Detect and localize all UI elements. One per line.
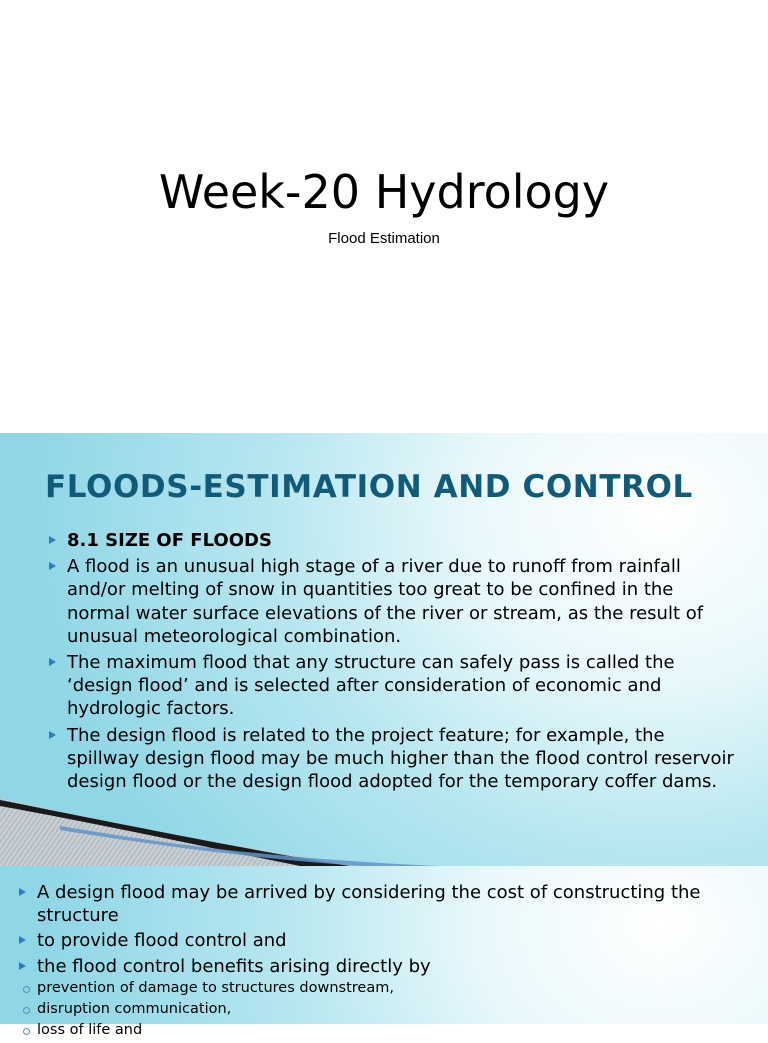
decorative-wave (0, 786, 768, 866)
bullet-text: The maximum flood that any structure can safely pass is called the ‘design flood’ and is selected after consideration of economic and hydrologic factors. (67, 652, 675, 720)
bullet-text: the flood control benefits arising directly by (37, 955, 431, 977)
wave-hatch-shape (0, 798, 360, 866)
sub-bullet-item (37, 1020, 747, 1041)
bullet-arrow-icon (49, 731, 56, 739)
slide-title: Week-20 Hydrology (158, 165, 610, 219)
bullet-item (67, 529, 737, 552)
bullet-item (37, 955, 747, 1041)
bullet-text: A flood is an unusual high stage of a river due to runoff from rainfall and/or melting of snow in quantities too great to be confined in the normal water surface elevations of the river or stream, as the result of unusual meteorological combination. (67, 556, 704, 647)
bullet-item (67, 555, 737, 648)
bullet-text: The design flood is related to the project feature; for example, the spillway design flood may be much higher than the flood control reservoir design flood or the design flood adopted for the temporary coffer dams. (67, 724, 734, 793)
sub-bullet-item (37, 999, 747, 1020)
content-slide-floods (0, 433, 768, 866)
title-slide (0, 0, 768, 433)
bullet-text: to provide flood control and (37, 930, 287, 952)
bullet-text: 8.1 SIZE OF FLOODS (67, 530, 272, 551)
sub-bullet-text: prevention of damage to structures downstream, (37, 979, 394, 996)
bullet-item (67, 724, 737, 794)
bullet-text: A design flood may be arrived by considering the cost of constructing the structure (37, 882, 701, 927)
bullet-arrow-icon (49, 562, 56, 570)
circle-bullet-icon (23, 1028, 30, 1035)
sub-bullet-text: disruption communication, (37, 1000, 232, 1017)
bullet-item (67, 651, 737, 721)
bullet-list (67, 529, 737, 796)
bullet-item (37, 881, 747, 927)
slide-subtitle: Flood Estimation (328, 230, 440, 247)
bullet-arrow-icon (19, 936, 26, 944)
bullet-list (37, 881, 747, 1043)
content-slide-design-flood (0, 866, 768, 1038)
circle-bullet-icon (23, 986, 30, 993)
bullet-arrow-icon (49, 658, 56, 666)
bullet-item (37, 929, 747, 952)
sub-bullet-item (37, 978, 747, 999)
slide-heading: FLOODS-ESTIMATION AND CONTROL (45, 469, 693, 505)
bullet-arrow-icon (19, 888, 26, 896)
sub-bullet-list (37, 978, 747, 1041)
bullet-arrow-icon (19, 962, 26, 970)
bullet-arrow-icon (49, 536, 56, 544)
circle-bullet-icon (23, 1007, 30, 1014)
sub-bullet-text: loss of life and (37, 1021, 143, 1038)
